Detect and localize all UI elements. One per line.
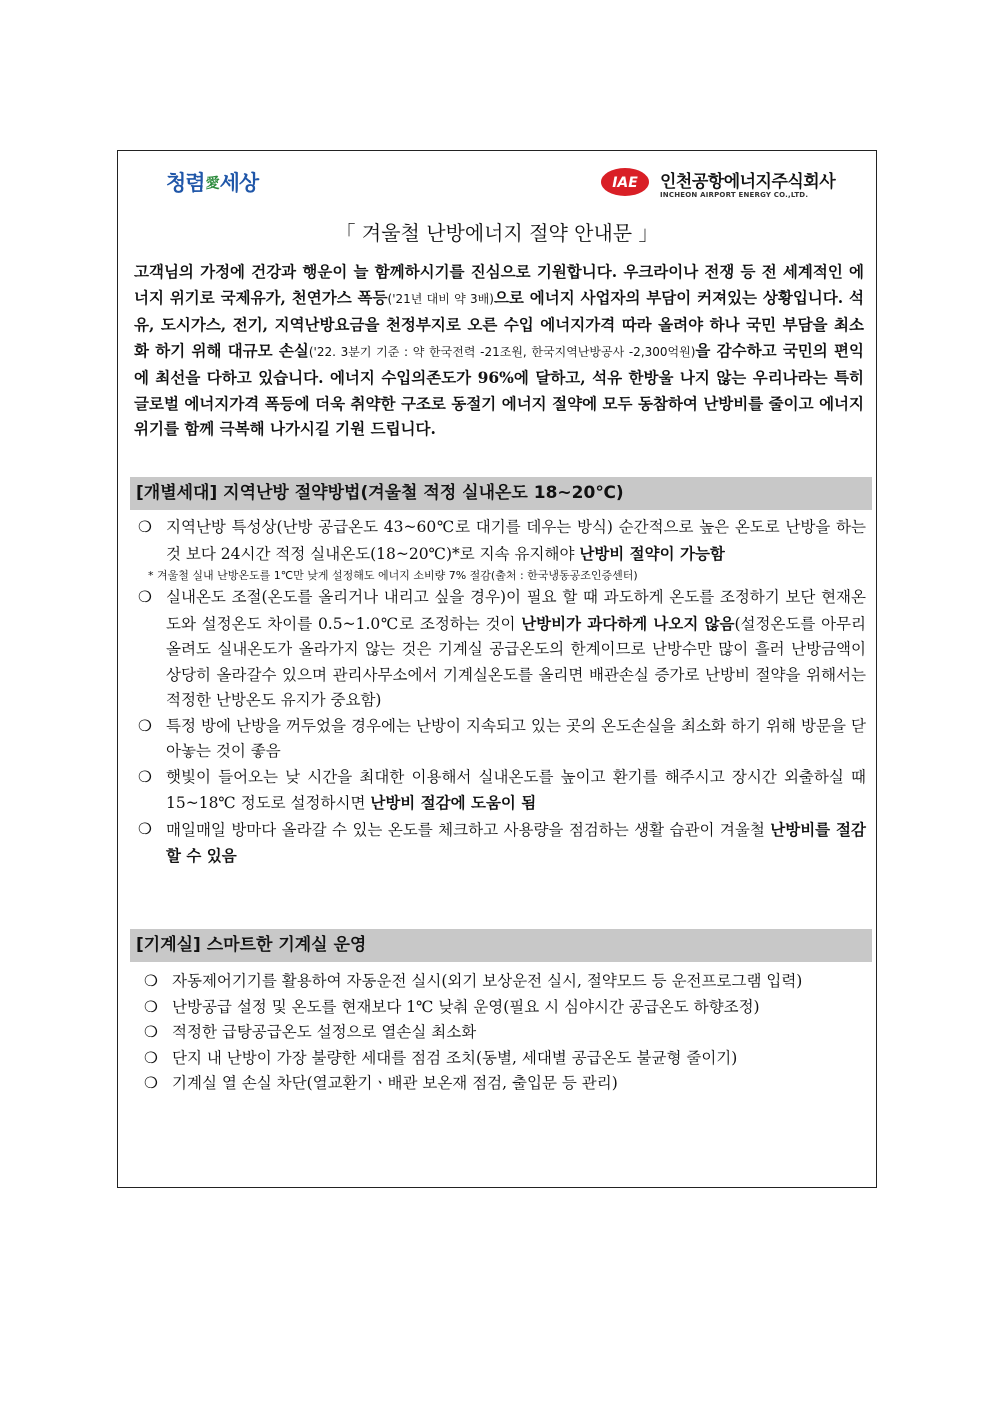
list-item: ❍ 기계실 열 손실 차단(열교환기ㆍ배관 보온재 점검, 출입문 등 관리) bbox=[144, 1071, 866, 1097]
intro-text-2: 으로 에너지 사업자의 부담이 커져있는 상황입니다. 석유, 도시가스, 전기, 지역난방요금을 천정부지로 오른 수입 에너지가격 따라 올려야 하나 국민 부담을 최소화 하기 위해 대규모 손실 bbox=[134, 287, 865, 360]
list-item: ❍ 자동제어기기를 활용하여 자동운전 실시(외기 보상운전 실시, 절약모드 등 운전프로그램 입력) bbox=[144, 969, 866, 995]
company-name-kr: 인천공항에너지주식회사 bbox=[660, 172, 836, 192]
integrity-logo bbox=[166, 167, 258, 197]
iae-logo-icon bbox=[600, 167, 650, 197]
circle-bullet-icon: ❍ bbox=[138, 767, 152, 786]
section-heading-machine-room: [기계실] 스마트한 기계실 운영 bbox=[130, 929, 872, 962]
machine-room-tips-list bbox=[144, 969, 866, 1097]
company-name-en: INCHEON AIRPORT ENERGY CO.,LTD. bbox=[660, 191, 809, 199]
circle-bullet-icon: ❍ bbox=[144, 997, 158, 1016]
circle-bullet-icon: ❍ bbox=[144, 1023, 158, 1041]
logo-text-2: 세상 bbox=[219, 171, 259, 195]
circle-bullet-icon: ❍ bbox=[144, 1048, 158, 1067]
circle-bullet-icon: ❍ bbox=[138, 819, 152, 838]
notice-title: 「 겨울철 난방에너지 절약 안내문 」 bbox=[335, 221, 659, 245]
circle-bullet-icon: ❍ bbox=[144, 1074, 158, 1092]
section-heading-household: [개별세대] 지역난방 절약방법(겨울철 적정 실내온도 18~20℃) bbox=[130, 477, 872, 510]
intro-note-1: ('21년 대비 약 3배) bbox=[387, 291, 494, 306]
list-item: ❍ 지역난방 특성상(난방 공급온도 43~60℃로 대기를 데우는 방식) 순간적으로 높은 온도로 난방을 하는 것 보다 24시간 적정 실내온도(18~20℃)*로 지속 유지해야 난방비 절약이 가능함 bbox=[138, 515, 866, 567]
intro-text-3: 을 감수하고 국민의 편익에 최선을 다하고 있습니다. 에너지 수입의존도가 96%에 달하고, 석유 한방울 나지 않는 우리나라는 특히 글로벌 에너지가격 폭등에 더욱 취약한 구조로 동절기 에너지 절약에 모두 동참하여 난방비를 줄이고 에너지 위기를 함께 극복해 나가시길 기원 드립니다. bbox=[134, 340, 864, 438]
intro-paragraph bbox=[134, 259, 864, 442]
list-item: ❍ 매일매일 방마다 올라갈 수 있는 온도를 체크하고 사용량을 점검하는 생활 습관이 겨울철 난방비를 절감할 수 있음 bbox=[138, 817, 866, 870]
circle-bullet-icon: ❍ bbox=[138, 588, 152, 606]
household-tips-list bbox=[138, 515, 866, 870]
list-item: ❍ 실내온도 조절(온도를 올리거나 내리고 싶을 경우)이 필요 할 때 과도하게 온도를 조정하기 보단 현재온도와 설정온도 차이를 0.5~1.0℃로 조정하는 것이 난방비가 과다하게 나오지 않음(설정온도를 아무리 올려도 실내온도가 올라가지 않는 것은 기계실 공급온도의 한계이므로 난방수만 많이 흘러 난방금액이 상당히 올라갈수 있으며 관리사무소에서 기계실온도를 올리면 배관손실 증가로 난방비 절약을 위해서는 적정한 난방온도 유지가 중요함) bbox=[138, 585, 866, 714]
circle-bullet-icon: ❍ bbox=[138, 716, 152, 735]
list-item: ❍ 단지 내 난방이 가장 불량한 세대를 점검 조치(동별, 세대별 공급온도 불균형 줄이기) bbox=[144, 1046, 866, 1072]
notice-frame bbox=[117, 150, 877, 1188]
list-item: ❍ 난방공급 설정 및 온도를 현재보다 1℃ 낮춰 운영(필요 시 심야시간 공급온도 하향조정) bbox=[144, 995, 866, 1021]
list-item: ❍ 햇빛이 들어오는 낮 시간을 최대한 이용해서 실내온도를 높이고 환기를 해주시고 장시간 외출하실 때 15~18℃ 정도로 설정하시면 난방비 절감에 도움이 됨 bbox=[138, 765, 866, 817]
list-item: ❍ 적정한 급탕공급온도 설정으로 열손실 최소화 bbox=[144, 1020, 866, 1046]
logo-heart-mark: 愛 bbox=[205, 176, 219, 192]
footnote: * 겨울철 실내 난방온도를 1℃만 낮게 설정해도 에너지 소비량 7% 절감(출처 : 한국냉동공조인증센터) bbox=[148, 569, 638, 582]
intro-note-2: ('22. 3분기 기준 : 약 한국전력 -21조원, 한국지역난방공사 -2,300억원) bbox=[308, 344, 696, 359]
circle-bullet-icon: ❍ bbox=[144, 972, 158, 990]
logo-mark-text: IAE bbox=[612, 175, 638, 191]
company-logo bbox=[600, 165, 840, 205]
intro-text-1: 고객님의 가정에 건강과 행운이 늘 함께하시기를 진심으로 기원합니다. 우크라이나 전쟁 등 전 세계적인 에너지 위기로 국제유가, 천연가스 폭등 bbox=[134, 262, 864, 307]
logo-text-1: 청렴 bbox=[166, 171, 205, 195]
circle-bullet-icon: ❍ bbox=[138, 518, 152, 536]
list-item: ❍ 특정 방에 난방을 꺼두었을 경우에는 난방이 지속되고 있는 곳의 온도손실을 최소화 하기 위해 방문을 닫아놓는 것이 좋음 bbox=[138, 714, 866, 765]
